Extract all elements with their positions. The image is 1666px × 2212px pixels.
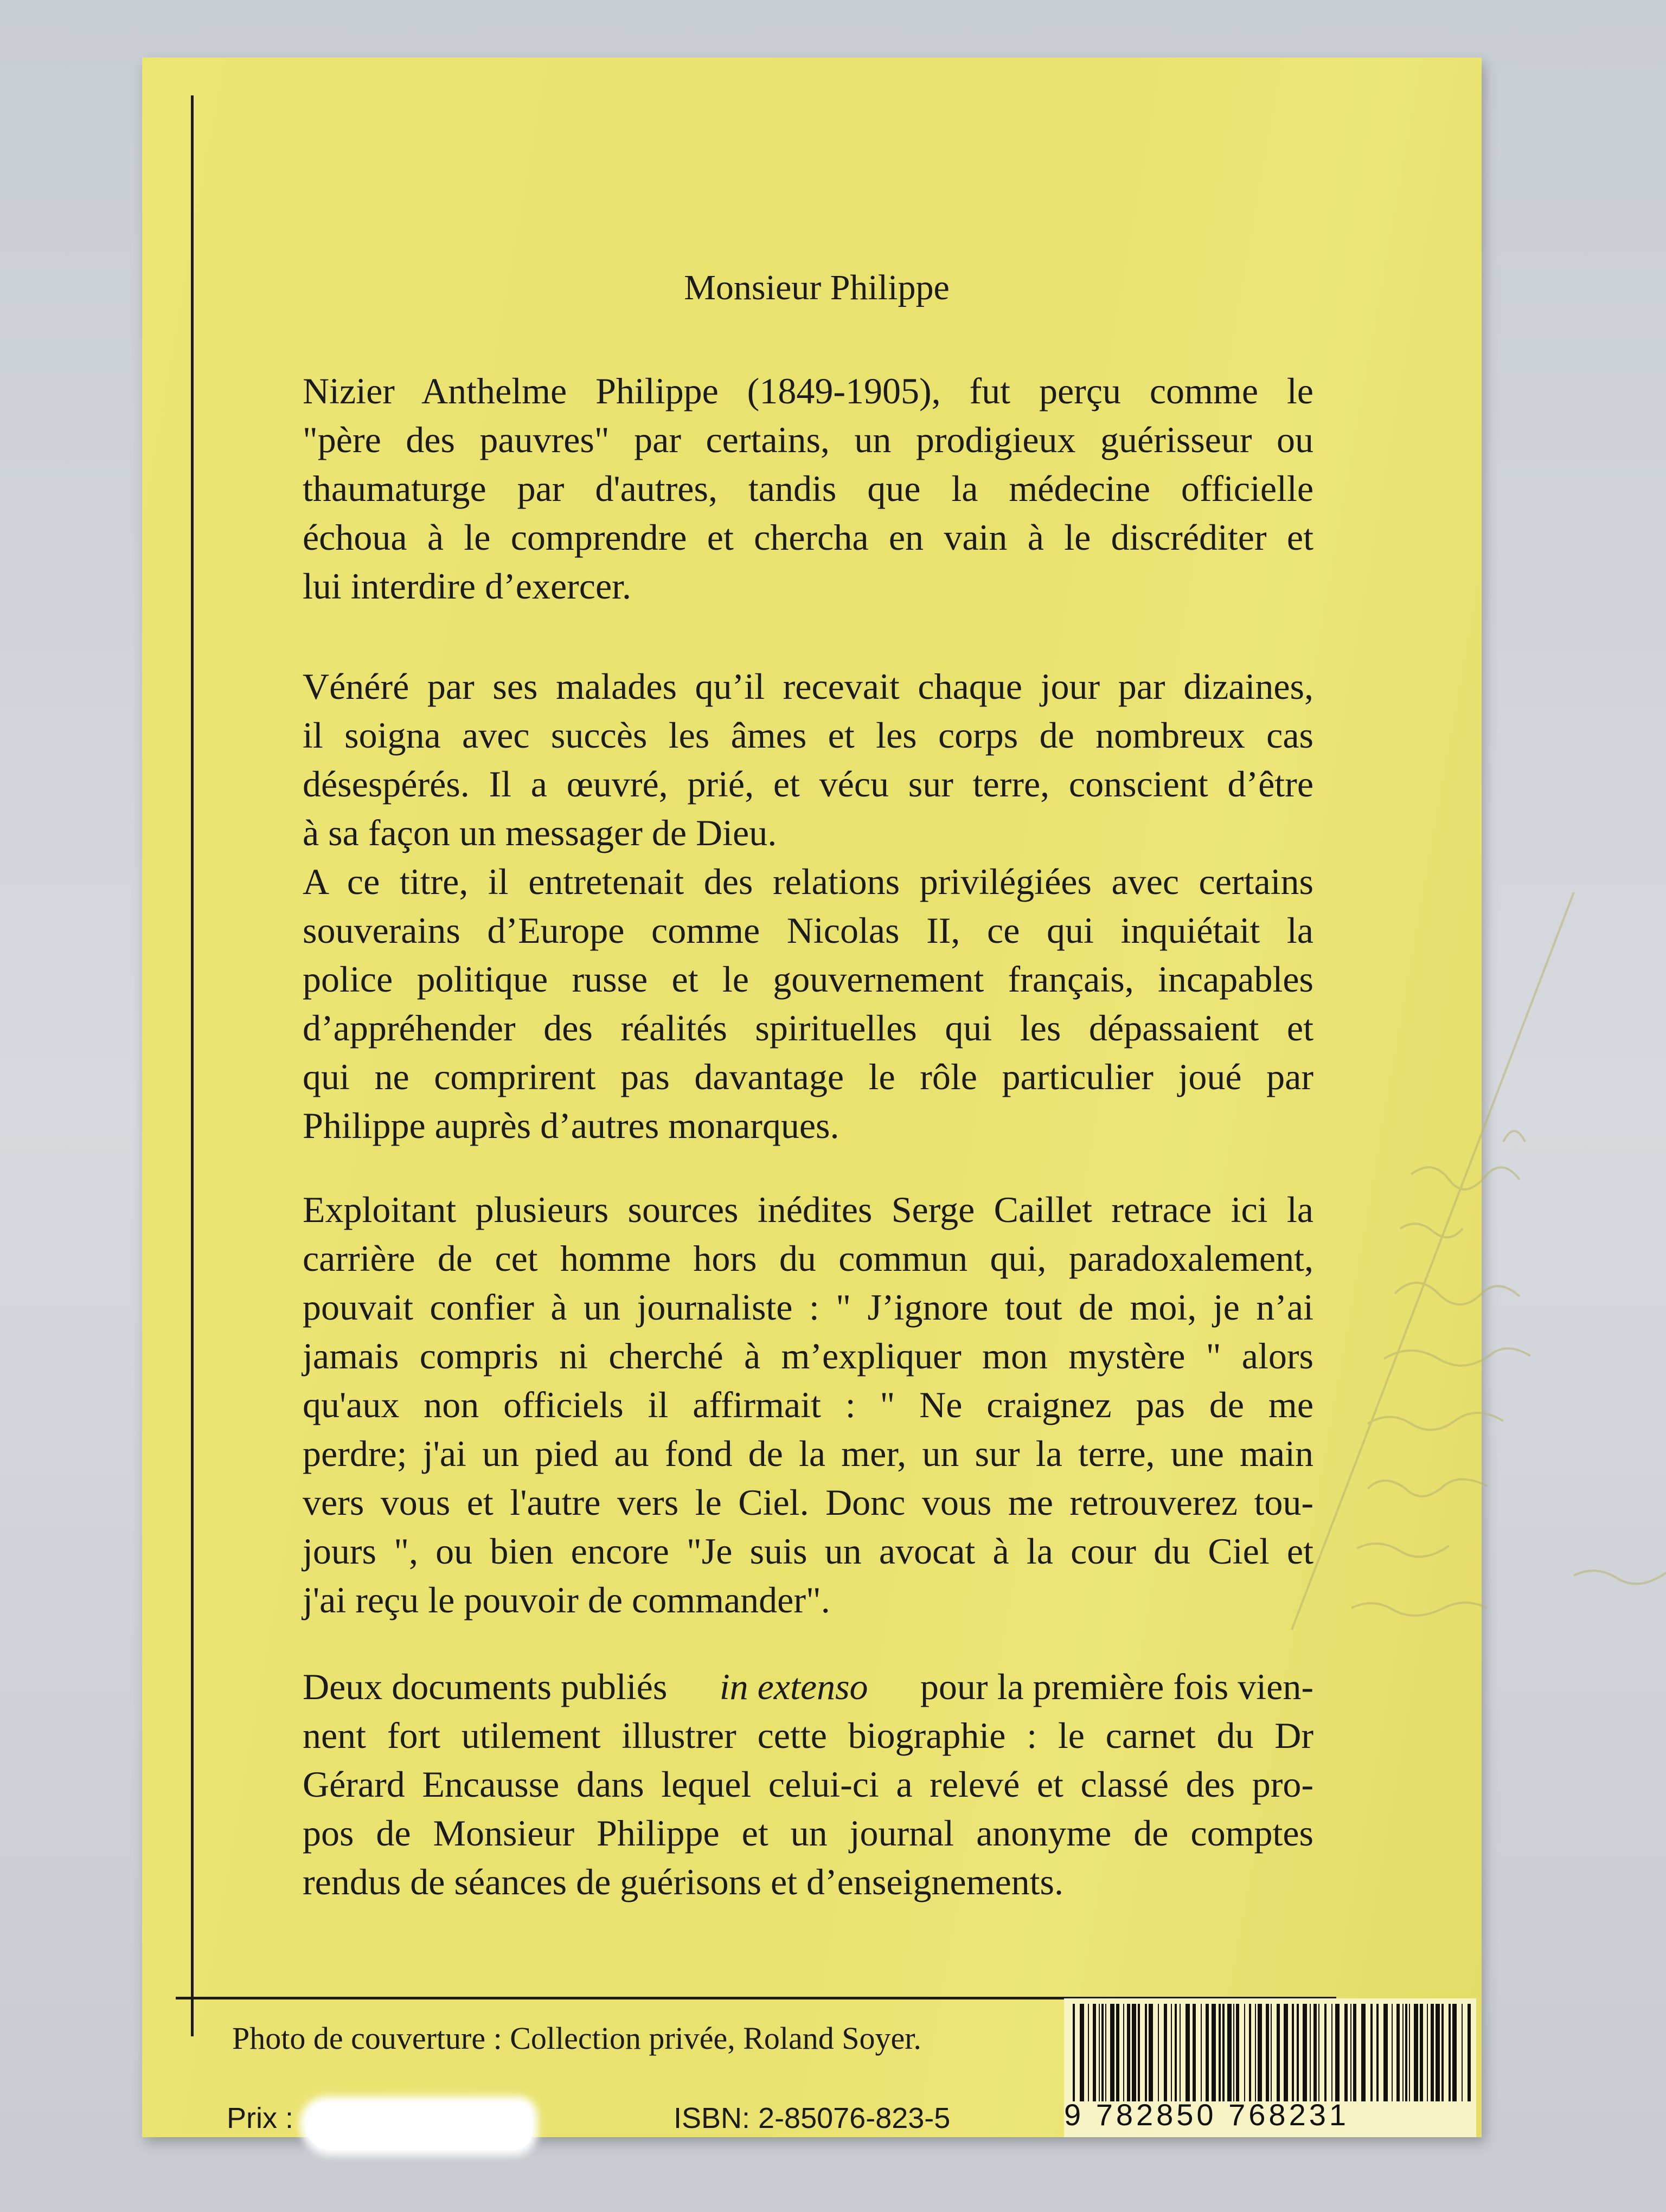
- barcode-digits: 9 782850 768231: [1064, 2098, 1349, 2132]
- paragraph-1: [303, 366, 1313, 610]
- barcode-bar: [1344, 2004, 1348, 2101]
- barcode-bar: [1318, 2004, 1319, 2101]
- text-line: Nizier Anthelme Philippe (1849-1905), fut perçu comme le: [303, 370, 1313, 411]
- cover-title: Monsieur Philippe: [684, 268, 950, 307]
- barcode-bar: [1149, 2004, 1153, 2101]
- barcode-bar: [1110, 2004, 1114, 2101]
- text-line: à sa façon un messager de Dieu.: [303, 812, 777, 853]
- barcode-bar: [1132, 2004, 1136, 2101]
- barcode-bar: [1284, 2004, 1288, 2101]
- barcode-bar: [1383, 2004, 1388, 2101]
- text-line: A ce titre, il entretenait des relations privilégiées avec certains: [303, 861, 1313, 902]
- barcode-bar: [1101, 2004, 1104, 2101]
- barcode-bar: [1335, 2004, 1340, 2101]
- isbn-number: ISBN: 2-85076-823-5: [674, 2102, 951, 2134]
- text-line: qu'aux non officiels il affirmait : " Ne craignez pas de me: [303, 1384, 1313, 1425]
- barcode-bar: [1105, 2004, 1106, 2101]
- barcode-bar: [1244, 2004, 1245, 2101]
- text-line: police politique russe et le gouvernement français, incapables: [303, 959, 1313, 1000]
- barcode-bar: [1462, 2004, 1463, 2101]
- barcode-bar: [1405, 2004, 1407, 2101]
- photo-credit: Photo de couverture : Collection privée, Roland Soyer.: [232, 2021, 921, 2056]
- handwritten-letter-watermark: [1270, 892, 1666, 1651]
- barcode-bar: [1212, 2004, 1216, 2101]
- paragraph-3: [303, 1185, 1313, 1624]
- text-fragment: pour la première fois vien-: [911, 1666, 1313, 1707]
- barcode-bar: [1331, 2004, 1332, 2101]
- barcode-bar: [1145, 2004, 1147, 2101]
- vertical-rule: [191, 95, 194, 2036]
- paragraph-4: [303, 1662, 1313, 1906]
- barcode-bar: [1431, 2004, 1434, 2101]
- barcode-bar: [1414, 2004, 1418, 2101]
- text-line: d’appréhender des réalités spirituelles qui les dépassaient et: [303, 1007, 1313, 1049]
- barcode-bar: [1324, 2004, 1327, 2101]
- barcode-bar: [1193, 2004, 1196, 2101]
- text-line: Vénéré par ses malades qu’il recevait chaque jour par dizaines,: [303, 666, 1313, 707]
- text-line: Gérard Encausse dans lequel celui-ci a relevé et classé des pro-: [303, 1764, 1313, 1805]
- barcode-bar: [1201, 2004, 1202, 2101]
- text-fragment: Deux documents publiés: [303, 1666, 677, 1707]
- text-line: il soigna avec succès les âmes et les corps de nombreux cas: [303, 715, 1313, 756]
- barcode-bar: [1138, 2004, 1140, 2101]
- barcode-bar: [1310, 2004, 1311, 2101]
- text-line: thaumaturge par d'autres, tandis que la médecine officielle: [303, 468, 1313, 509]
- price-label: Prix :: [227, 2102, 294, 2134]
- text-line: souverains d’Europe comme Nicolas II, ce qui inquiétait la: [303, 910, 1313, 951]
- text-line: qui ne comprirent pas davantage le rôle particulier joué par: [303, 1056, 1313, 1097]
- barcode-bar: [1073, 2004, 1075, 2101]
- barcode-bar: [1402, 2004, 1404, 2101]
- barcode-bar: [1171, 2004, 1172, 2101]
- barcode-bar: [1227, 2004, 1232, 2101]
- barcode-bar: [1158, 2004, 1159, 2101]
- barcode-bar: [1099, 2004, 1100, 2101]
- text-line: pos de Monsieur Philippe et un journal anonyme de comptes: [303, 1812, 1313, 1854]
- italic-fragment: in extenso: [719, 1666, 868, 1707]
- barcode-bar: [1206, 2004, 1209, 2101]
- barcode-bar: [1468, 2004, 1471, 2101]
- text-line: échoua à le comprendre et chercha en vain à le discréditer et: [303, 517, 1313, 558]
- barcode-bar: [1186, 2004, 1190, 2101]
- barcode-bar: [1436, 2004, 1440, 2101]
- barcode-bar: [1123, 2004, 1124, 2101]
- barcode-bar: [1449, 2004, 1451, 2101]
- barcode-bar: [1350, 2004, 1351, 2101]
- barcode-bar: [1303, 2004, 1307, 2101]
- text-line: nent fort utilement illustrer cette biographie : le carnet du Dr: [303, 1715, 1313, 1756]
- barcode-bar: [1271, 2004, 1272, 2101]
- barcode-bar: [1222, 2004, 1225, 2101]
- barcode-bar: [1258, 2004, 1262, 2101]
- text-line: "père des pauvres" par certains, un prodigieux guérisseur ou: [303, 419, 1313, 460]
- barcode-bar: [1297, 2004, 1299, 2101]
- text-line: j'ai reçu le pouvoir de commander".: [303, 1579, 830, 1621]
- text-line: jours ", ou bien encore "Je suis un avocat à la cour du Ciel et: [303, 1531, 1313, 1572]
- barcode-bar: [1376, 2004, 1379, 2101]
- book-back-cover: [142, 57, 1482, 2137]
- barcode-bar: [1361, 2004, 1366, 2101]
- barcode-bar: [1420, 2004, 1423, 2101]
- price-redaction: [305, 2101, 533, 2150]
- text-line: vers vous et l'autre vers le Ciel. Donc vous me retrouverez tou-: [303, 1482, 1313, 1523]
- barcode-bar: [1219, 2004, 1221, 2101]
- barcode-bar: [1292, 2004, 1294, 2101]
- barcode-bar: [1236, 2004, 1239, 2101]
- barcode-bar: [1370, 2004, 1373, 2101]
- barcode-bar: [1277, 2004, 1280, 2101]
- text-line: rendus de séances de guérisons et d’enseignements.: [303, 1861, 1063, 1902]
- barcode-bar: [1353, 2004, 1356, 2101]
- barcode-bar: [1392, 2004, 1393, 2101]
- text-line: désespérés. Il a œuvré, prié, et vécu sur terre, conscient d’être: [303, 763, 1313, 805]
- barcode-bar: [1093, 2004, 1096, 2101]
- barcode-bar: [1080, 2004, 1084, 2101]
- barcode-bar: [1255, 2004, 1256, 2101]
- barcode-bar: [1164, 2004, 1167, 2101]
- barcode-bar: [1427, 2004, 1428, 2101]
- barcode-bar: [1116, 2004, 1119, 2101]
- text-line: Exploitant plusieurs sources inédites Serge Caillet retrace ici la: [303, 1189, 1313, 1230]
- text-line: lui interdire d’exercer.: [303, 565, 632, 607]
- barcode-bar: [1249, 2004, 1251, 2101]
- barcode-bar: [1175, 2004, 1177, 2101]
- barcode-bar: [1088, 2004, 1089, 2101]
- text-line-with-italic: [303, 1662, 1313, 1711]
- text-line: Philippe auprès d’autres monarques.: [303, 1105, 840, 1146]
- paragraph-2: [303, 662, 1313, 1150]
- barcode-bar: [1127, 2004, 1130, 2101]
- text-line: pouvait confier à un journaliste : " J’ignore tout de moi, je n’ai: [303, 1287, 1313, 1328]
- barcode-bar: [1409, 2004, 1410, 2101]
- barcode-bar: [1441, 2004, 1444, 2101]
- barcode-bar: [1180, 2004, 1181, 2101]
- barcode-bar: [1452, 2004, 1457, 2101]
- barcode-bar: [1266, 2004, 1269, 2101]
- text-line: perdre; j'ai un pied au fond de la mer, un sur la terre, une main: [303, 1433, 1313, 1474]
- barcode-bar: [1233, 2004, 1234, 2101]
- barcode-bar: [1396, 2004, 1400, 2101]
- text-line: carrière de cet homme hors du commun qui, paradoxalement,: [303, 1238, 1313, 1279]
- text-line: jamais compris ni cherché à m’expliquer mon mystère " alors: [303, 1335, 1313, 1377]
- barcode: [1071, 2004, 1472, 2101]
- barcode-bar: [1313, 2004, 1317, 2101]
